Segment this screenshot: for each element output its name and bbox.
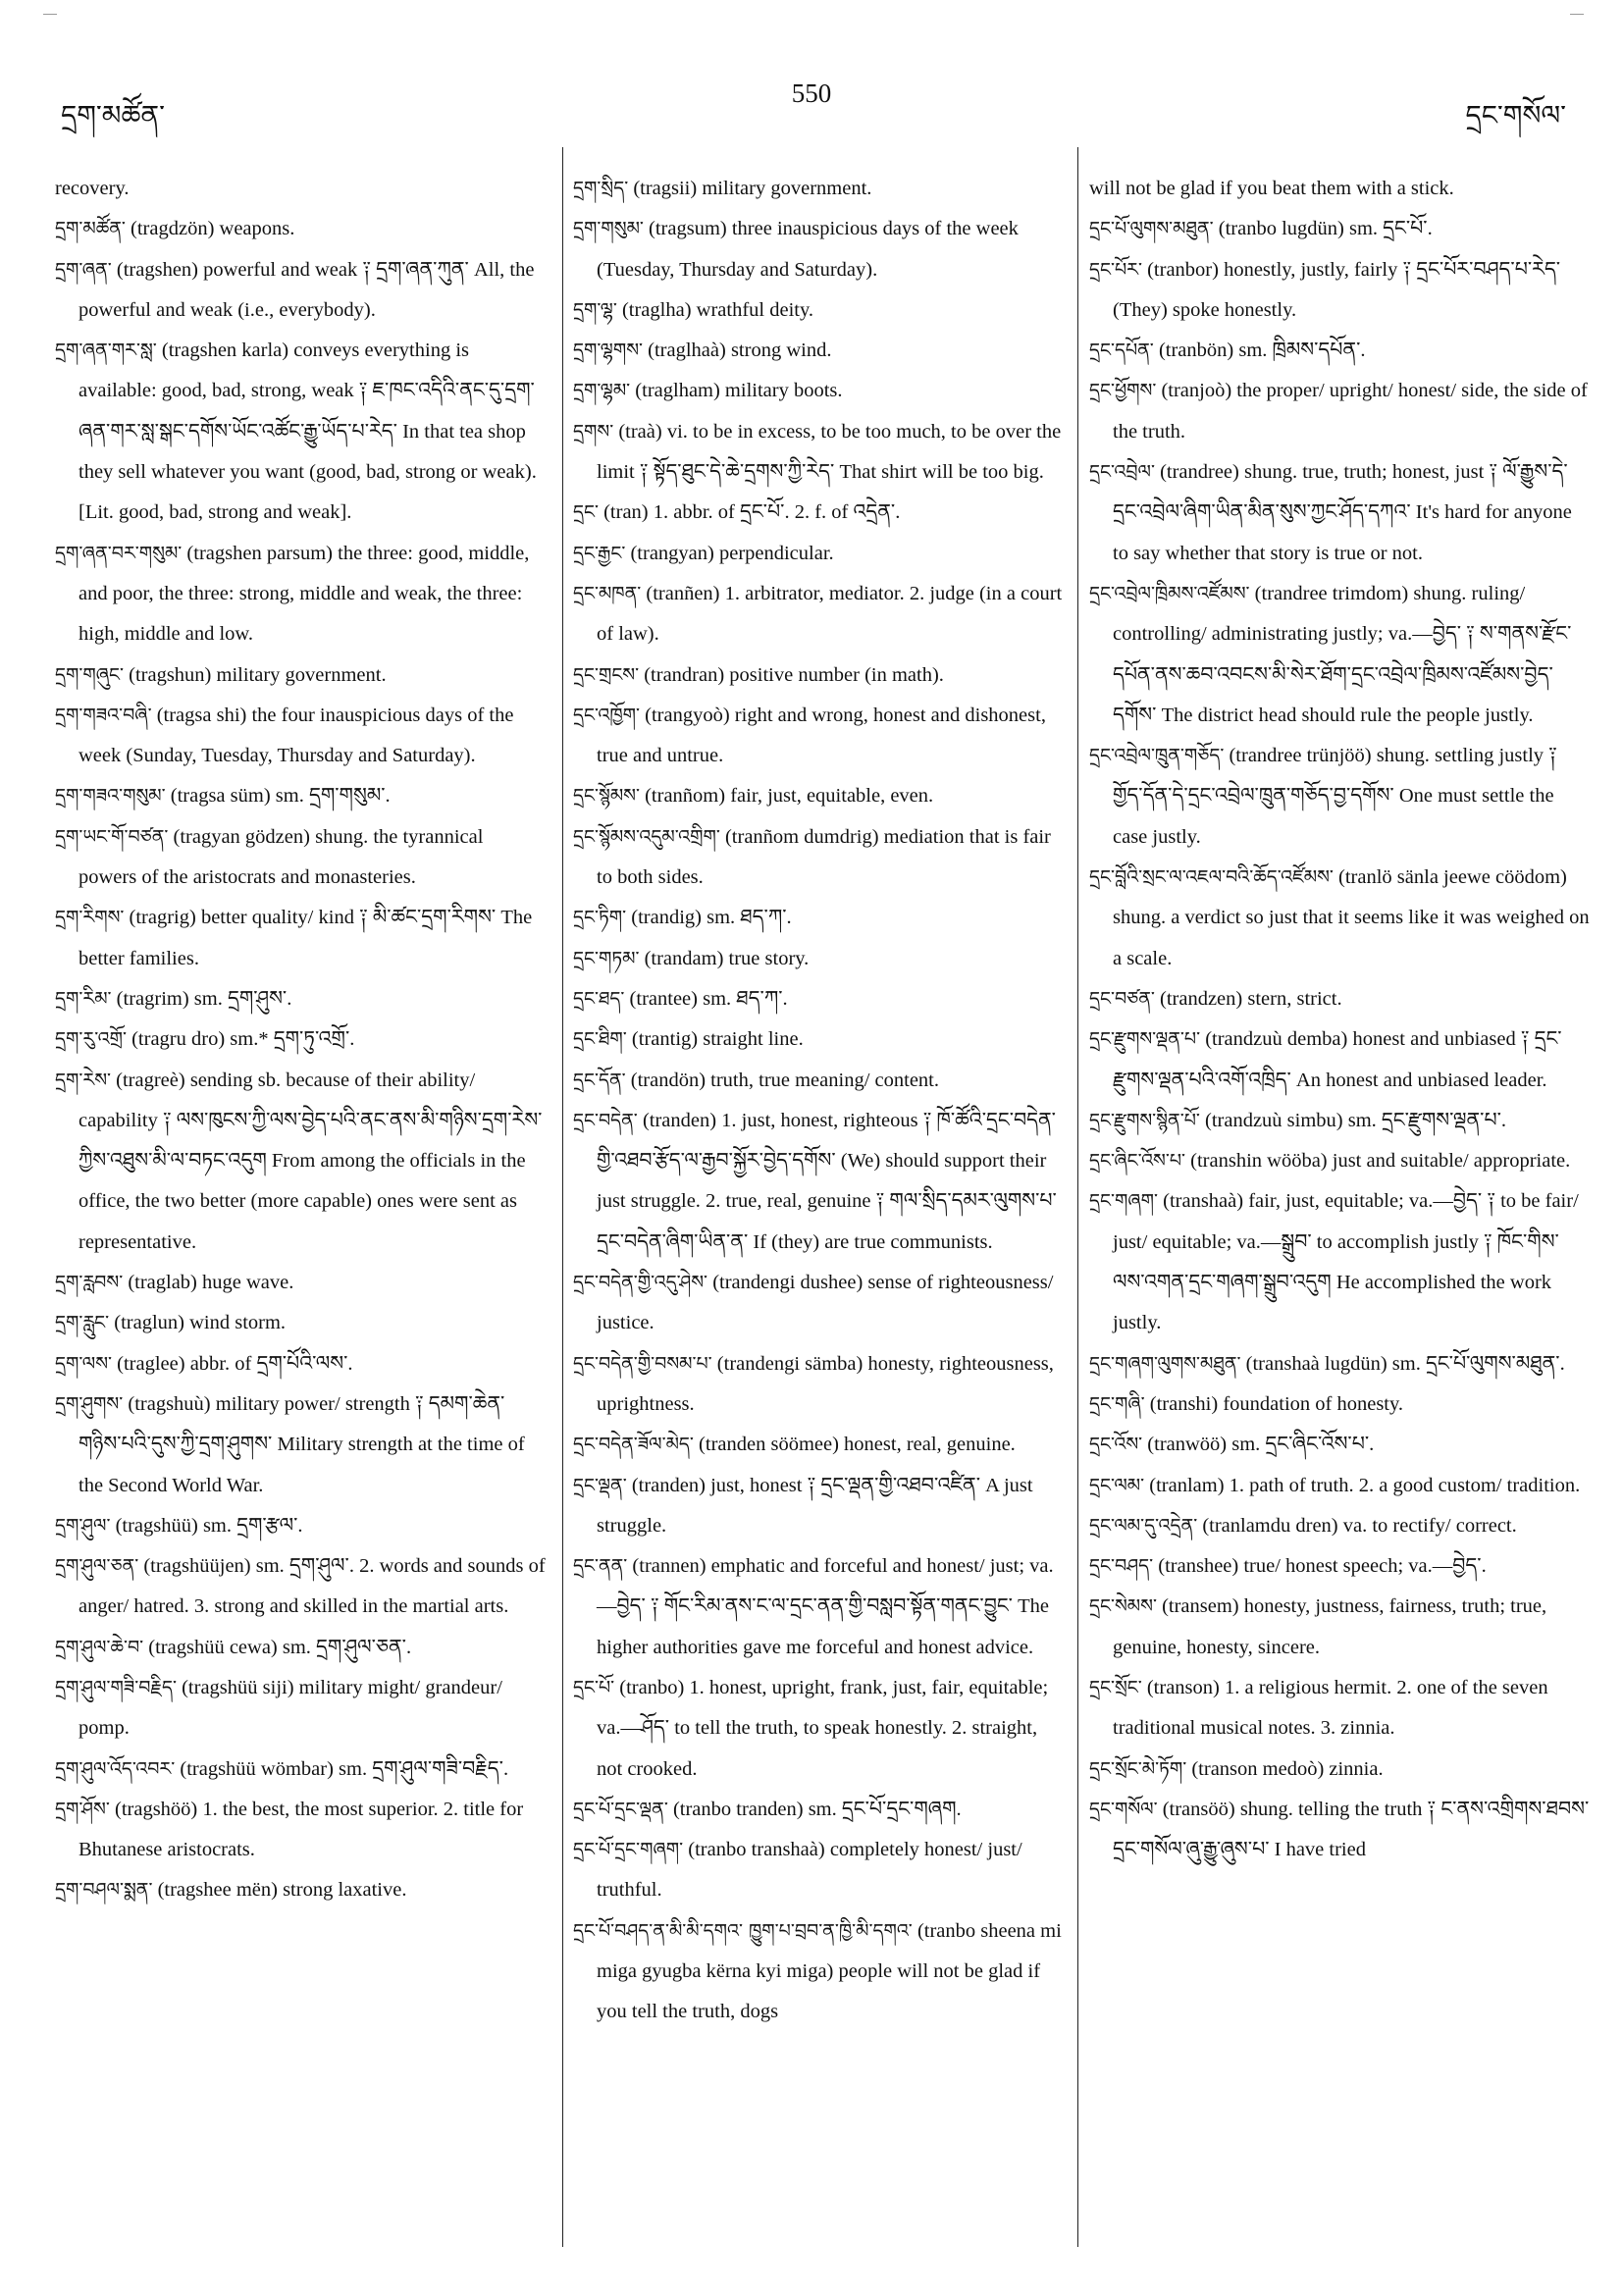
entry-definition: will not be glad if you beat them with a stick. — [1089, 178, 1454, 199]
entry-definition: (trandig) sm. ཐད་ཀ་. — [626, 907, 792, 929]
dictionary-entry — [55, 209, 546, 249]
entry-headword: དྲང་རྫུགས་ལྡན་པ་ — [1089, 1028, 1201, 1051]
entry-definition: (tragshun) military government. — [124, 663, 387, 686]
entry-headword: དྲག་ཤུགས་ — [55, 1392, 124, 1415]
entry-definition: (tranbo sheena mi miga gyugba kërna kyi miga) people will not be glad if you tell the truth, dogs — [597, 1919, 1062, 2023]
entry-definition: (tragshuù) military power/ strength ༑ དམག་ཆེན་གཉིས་པའི་དུས་ཀྱི་དྲག་ཤུགས་ Military strength at the time of the Second World War. — [79, 1392, 525, 1496]
dictionary-entry — [55, 1790, 546, 1871]
entry-definition: (trandree trimdom) shung. ruling/ controlling/ administrating justly; va.—བྱེད་ ༑ ས་གནས་རྫོང་དཔོན་ནས་ཆབ་འབངས་མི་སེར་ཐོག་དྲང་འབྲེལ་ཁྲིམས་འཛོམས་བྱེད་དགོས་ The district head should rule the people justly. — [1113, 582, 1572, 726]
entry-headword: དྲང་སྙོམས་འདུམ་འགྲིག་ — [573, 825, 720, 848]
entry-headword: དྲང་གཞི་ — [1089, 1392, 1145, 1415]
entry-definition: (tranden) 1. just, honest, righteous ༑ ཁོ་ཚོའི་དྲང་བདེན་གྱི་འཐབ་རྩོད་ལ་རྒྱབ་སྐྱོར་བྱེད་དགོས་ (We) should support their just struggle. 2. true, real, genuine ༑ གལ་སྲིད་དམར་ལུགས་པ་དྲང་བདེན་ཞིག་ཡིན་ན་ If (they) are true communists. — [597, 1109, 1057, 1253]
dictionary-entry — [573, 412, 1064, 494]
entry-definition: (tragshüüjen) sm. དྲག་ཤུལ་. 2. words and sounds of anger/ hatred. 3. strong and skilled in the martial arts. — [79, 1555, 546, 1618]
dictionary-column-2 — [573, 169, 1064, 2033]
entry-definition: (traà) vi. to be in excess, to be too much, to be over the limit ༑ སྟོད་ཐུང་དེ་ཆེ་དྲགས་ཀྱི་རེད་ That shirt will be too big. — [597, 420, 1062, 484]
dictionary-entry — [1089, 331, 1590, 371]
entry-definition: (tragshöö) 1. the best, the most superior. 2. title for Bhutanese aristocrats. — [79, 1798, 524, 1861]
dictionary-entry — [573, 1019, 1064, 1060]
entry-headword: དྲང་ཐིག་ — [573, 1028, 627, 1051]
dictionary-entry — [573, 1425, 1064, 1465]
entry-headword: དྲང་བདེན་ — [573, 1109, 638, 1131]
dictionary-entry — [1089, 250, 1590, 332]
entry-headword: དྲང་གཞག་ལུགས་མཐུན་ — [1089, 1352, 1241, 1375]
entry-headword: དྲག་གཟའ་གསུམ་ — [55, 785, 166, 808]
entry-definition: (transhaà lugdün) sm. དྲང་པོ་ལུགས་མཐུན་. — [1240, 1352, 1565, 1375]
dictionary-entry — [1089, 1749, 1590, 1790]
entry-definition: (traglhaà) strong wind. — [643, 339, 832, 362]
entry-headword: དྲག་སྲིད་ — [573, 178, 629, 199]
entry-definition: (tragrim) sm. དྲག་ཤུས་. — [111, 987, 292, 1010]
crop-mark — [43, 14, 57, 15]
entry-definition: (tragshüü siji) military might/ grandeur/ pomp. — [79, 1676, 502, 1740]
dictionary-entry — [55, 1303, 546, 1343]
entry-definition: (trandengi sämba) honesty, righteousness, uprightness. — [597, 1352, 1054, 1415]
dictionary-entry — [55, 1344, 546, 1384]
entry-definition: (trandzen) stern, strict. — [1154, 987, 1342, 1010]
dictionary-entry — [55, 331, 546, 533]
entry-definition: (tranbor) honestly, justly, fairly ༑ དྲང་པོར་བཤད་པ་རེད་ (They) spoke honestly. — [1113, 258, 1561, 321]
dictionary-entry — [1089, 1546, 1590, 1587]
entry-definition: (trangyoò) right and wrong, honest and dishonest, true and untrue. — [597, 704, 1046, 767]
entry-definition: (tragreè) sending sb. because of their ability/ capability ༑ ལས་ཁུངས་ཀྱི་ལས་བྱེད་པའི་ནང་ནས་མི་གཉིས་དྲག་རེས་ཀྱིས་འཐུས་མི་ལ་བཏང་འདུག From among the officials in the office, the two better (more capable) ones were sent as representative. — [79, 1069, 543, 1253]
dictionary-entry — [573, 1911, 1064, 2033]
entry-headword: དྲག་མཚོན་ — [55, 218, 126, 240]
entry-headword: དྲང་ལམ་ — [1089, 1474, 1145, 1496]
entry-headword: དྲག་གཟའ་བཞི་ — [55, 704, 152, 726]
dictionary-entry — [573, 898, 1064, 938]
entry-headword: དྲག་ཤུལ་ཅན་ — [55, 1555, 139, 1578]
dictionary-entry — [1089, 1181, 1590, 1343]
entry-headword: དྲང་ཞིང་འོས་པ་ — [1089, 1150, 1186, 1173]
entry-headword: དྲང་བློའི་སྲང་ལ་འཇལ་བའི་ཆོད་འཛོམས་ — [1089, 866, 1334, 889]
entry-definition: (transöö) shung. telling the truth ༑ ང་ནས་འགྲིགས་ཐབས་དྲང་གསོལ་ཞུ་རྒྱུ་ཞུས་པ་ I have tried — [1113, 1798, 1590, 1861]
entry-definition: (trantig) straight line. — [626, 1028, 804, 1051]
dictionary-entry — [1089, 1466, 1590, 1506]
entry-definition: (tragsa shi) the four inauspicious days of the week (Sunday, Tuesday, Thursday and Saturday). — [79, 704, 514, 767]
entry-definition: (trandree trünjöö) shung. settling justly ༑ གྱོད་དོན་དེ་དྲང་འབྲེལ་ཁྲུན་གཅོད་བྱ་དགོས་ One must settle the case justly. — [1113, 745, 1557, 848]
entry-definition: (tranlamdu dren) va. to rectify/ correct. — [1197, 1514, 1517, 1537]
dictionary-entry — [573, 817, 1064, 899]
entry-headword: དྲག་ཤུལ་ཆེ་བ་ — [55, 1636, 144, 1658]
entry-headword: དྲང་སྲོང་མེ་ཏོག་ — [1089, 1757, 1187, 1780]
dictionary-entry — [55, 1019, 546, 1060]
dictionary-entry — [573, 169, 1064, 209]
dictionary-entry — [573, 1061, 1064, 1101]
entry-headword: དྲང་ལམ་དུ་འདྲེན་ — [1089, 1514, 1198, 1537]
entry-definition: (trandree) shung. true, truth; honest, just ༑ ལོ་རྒྱུས་དེ་དྲང་འབྲེལ་ཞིག་ཡིན་མིན་སུས་ཀྱང་ཤོད་དཀའ་ It's hard for anyone to say whether that story is true or not. — [1113, 461, 1572, 564]
entry-definition: (trandengi dushee) sense of righteousness/ justice. — [597, 1272, 1054, 1334]
dictionary-entry — [55, 1870, 546, 1910]
entry-headword: དྲག་ལྷ་ — [573, 298, 617, 321]
entry-definition: (tragsum) three inauspicious days of the week (Tuesday, Thursday and Saturday). — [597, 218, 1019, 281]
entry-headword: དྲང་རྫུགས་སྙིན་པོ་ — [1089, 1109, 1200, 1131]
entry-headword: དྲང་པོ་དྲང་ལྡན་ — [573, 1798, 668, 1820]
column-divider — [562, 147, 563, 2247]
entry-headword: དྲག་ཞན་བར་གསུམ་ — [55, 542, 183, 564]
entry-definition: (tragru dro) sm.* དྲག་ཏུ་འགྲོ་. — [126, 1028, 355, 1051]
entry-headword: དྲག་རླབས་ — [55, 1272, 124, 1294]
page-number: 550 — [791, 78, 832, 108]
entry-definition: (tranden söömee) honest, real, genuine. — [693, 1434, 1016, 1456]
entry-definition: (tranbo transhaà) completely honest/ just/ truthful. — [597, 1839, 1022, 1902]
entry-definition: (transon medoò) zinnia. — [1186, 1757, 1384, 1780]
dictionary-entry — [1089, 1506, 1590, 1546]
entry-definition: (traglun) wind storm. — [109, 1312, 287, 1334]
dictionary-entry — [1089, 574, 1590, 736]
entry-definition: (trannen) emphatic and forceful and honest/ just; va.—བྱེད་ ༑ གོང་རིམ་ནས་ང་ལ་དྲང་ནན་གྱི་བསླབ་སྟོན་གནང་བྱུང་ The higher authorities gave me forceful and honest advice. — [597, 1555, 1054, 1658]
entry-definition: (tragshen parsum) the three: good, middle, and poor, the three: strong, middle and weak, the three: high, middle and low. — [79, 542, 530, 646]
dictionary-entry — [55, 250, 546, 332]
dictionary-entry — [1089, 1344, 1590, 1384]
dictionary-entry — [1089, 1587, 1590, 1668]
dictionary-entry — [1089, 1141, 1590, 1181]
dictionary-entry — [55, 696, 546, 777]
entry-definition: (traglee) abbr. of དྲག་པོའི་ལས་. — [112, 1352, 353, 1375]
entry-definition: (traglham) military boots. — [630, 380, 843, 402]
entry-definition: (trantee) sm. ཐད་ཀ་. — [624, 987, 788, 1010]
entry-headword: དྲག་གཞུང་ — [55, 663, 124, 686]
dictionary-entry — [55, 169, 546, 209]
entry-headword: དྲང་བདེན་གྱི་འདུ་ཤེས་ — [573, 1272, 708, 1294]
dictionary-entry — [573, 1263, 1064, 1344]
dictionary-entry — [573, 574, 1064, 655]
entry-headword: དྲང་བདེན་གྱི་བསམ་པ་ — [573, 1352, 712, 1375]
entry-headword: དྲག་ཡང་གོ་བཙན་ — [55, 825, 169, 848]
entry-definition: (transhin wööba) just and suitable/ appropriate. — [1185, 1150, 1571, 1173]
entry-definition: (tranwöö) sm. དྲང་ཞིང་འོས་པ་. — [1142, 1434, 1375, 1456]
dictionary-entry — [55, 655, 546, 696]
left-running-headword: དྲག་མཚོན་ — [61, 99, 165, 131]
entry-definition: (tragshen) powerful and weak ༑ དྲག་ཞན་ཀུན་ All, the powerful and weak (i.e., everybody). — [79, 258, 535, 321]
entry-headword: དྲང་འཁྱོག་ — [573, 704, 641, 726]
dictionary-entry — [55, 1384, 546, 1506]
dictionary-entry — [1089, 209, 1590, 249]
entry-headword: དྲང་གཏམ་ — [573, 947, 640, 969]
entry-definition: (tranbo) 1. honest, upright, frank, just, fair, equitable; va.—ཤོད་ to tell the truth, to speak honestly. 2. straight, not crooked. — [597, 1676, 1049, 1780]
entry-headword: དྲང་གསོལ་ — [1089, 1798, 1158, 1820]
entry-definition: (trandran) positive number (in math). — [639, 663, 944, 686]
entry-headword: དྲང་བདེན་ཟོལ་མེད་ — [573, 1434, 694, 1456]
entry-headword: དྲག་རིམ་ — [55, 987, 112, 1010]
dictionary-column-3 — [1089, 169, 1590, 1870]
entry-definition: (tranñom dumdrig) mediation that is fair to both sides. — [597, 825, 1051, 889]
entry-headword: དྲང་རྒྱང་ — [573, 542, 626, 564]
entry-headword: དྲང་གཞག་ — [1089, 1190, 1158, 1213]
entry-headword: དྲག་ལས་ — [55, 1352, 113, 1375]
dictionary-entry — [573, 331, 1064, 371]
entry-headword: དྲང་ — [573, 501, 599, 524]
dictionary-entry — [55, 1628, 546, 1668]
entry-headword: དྲག་ཤུལ་འོད་འབར་ — [55, 1757, 176, 1780]
entry-headword: དྲང་བཙན་ — [1089, 987, 1155, 1010]
dictionary-entry — [573, 696, 1064, 777]
entry-definition: (tranden) just, honest ༑ དྲང་ལྡན་གྱི་འཐབ་འཛིན་ A just struggle. — [597, 1474, 1033, 1537]
entry-headword: དྲག་རིགས་ — [55, 907, 125, 929]
entry-headword: དྲག་ཤོས་ — [55, 1798, 110, 1820]
entry-headword: དྲང་ནན་ — [573, 1555, 628, 1578]
entry-headword: དྲག་ལྷམ་ — [573, 380, 631, 402]
dictionary-entry — [55, 1263, 546, 1303]
entry-headword: དྲག་ཤུལ་གཟི་བརྗིད་ — [55, 1676, 177, 1698]
entry-headword: དྲང་དོན་ — [573, 1069, 626, 1091]
dictionary-entry — [55, 1668, 546, 1749]
entry-definition: (tranlam) 1. path of truth. 2. a good custom/ tradition. — [1144, 1474, 1581, 1496]
entry-headword: དྲང་པོ་དྲང་གཞག་ — [573, 1839, 684, 1861]
entry-definition: (tragdzön) weapons. — [125, 218, 295, 240]
dictionary-entry — [1089, 1668, 1590, 1749]
dictionary-entry — [573, 1790, 1064, 1830]
entry-definition: (tragshee mën) strong laxative. — [152, 1879, 407, 1902]
crop-mark — [1570, 14, 1584, 15]
entry-headword: དྲང་བཤད་ — [1089, 1555, 1154, 1578]
entry-definition: (trandön) truth, true meaning/ content. — [625, 1069, 939, 1091]
dictionary-entry — [1089, 736, 1590, 858]
entry-headword: དྲང་འབྲེལ་ — [1089, 461, 1155, 484]
entry-definition: (tragshüü) sm. དྲག་རྩལ་. — [110, 1514, 303, 1537]
entry-headword: དྲགས་ — [573, 420, 614, 443]
dictionary-entry — [573, 290, 1064, 331]
entry-headword: དྲང་སྲོང་ — [1089, 1676, 1142, 1698]
dictionary-entry — [1089, 1019, 1590, 1101]
dictionary-entry — [573, 979, 1064, 1019]
entry-definition: (trandzuù simbu) sm. དྲང་རྫུགས་ལྡན་པ་. — [1199, 1109, 1507, 1131]
entry-definition: (tranjoò) the proper/ upright/ honest/ side, the side of the truth. — [1113, 380, 1588, 443]
column-divider — [1077, 147, 1078, 2247]
page-header — [0, 77, 1623, 135]
entry-definition: (transhee) true/ honest speech; va.—བྱེད་. — [1153, 1555, 1487, 1578]
dictionary-entry — [55, 1506, 546, 1546]
dictionary-entry — [55, 817, 546, 899]
entry-headword: དྲང་པོ་བཤད་ན་མི་མི་དགའ་ ཁྱུག་པ་བྲབ་ན་ཁྱི་མི་དགའ་ — [573, 1919, 913, 1942]
dictionary-entry — [1089, 1101, 1590, 1141]
entry-headword: དྲང་སེམས་ — [1089, 1595, 1157, 1618]
dictionary-entry — [1089, 169, 1590, 209]
dictionary-entry — [573, 1546, 1064, 1668]
entry-definition: (traglab) huge wave. — [123, 1272, 294, 1294]
entry-headword: དྲང་ཕྱོགས་ — [1089, 380, 1157, 402]
entry-headword: དྲང་ཏིག་ — [573, 907, 627, 929]
entry-headword: དྲང་འབྲེལ་ཁྲིམས་འཛོམས་ — [1089, 582, 1250, 604]
dictionary-entry — [55, 1749, 546, 1790]
entry-headword: དྲང་པོར་ — [1089, 258, 1142, 281]
dictionary-entry — [1089, 979, 1590, 1019]
entry-headword: དྲག་རུ་འགྲོ་ — [55, 1028, 127, 1051]
entry-definition: (transon) 1. a religious hermit. 2. one of the seven traditional musical notes. 3. zinnia. — [1113, 1676, 1548, 1740]
entry-definition: (tragshüü cewa) sm. དྲག་ཤུལ་ཅན་. — [143, 1636, 412, 1658]
entry-definition: (tranbo lugdün) sm. དྲང་པོ་. — [1213, 218, 1433, 240]
entry-definition: (trandzuù demba) honest and unbiased ༑ དྲང་རྫུགས་ལྡན་པའི་འགོ་འཁྲིད་ An honest and unbiased leader. — [1113, 1028, 1562, 1091]
entry-headword: དྲང་གྲངས་ — [573, 663, 640, 686]
entry-headword: དྲག་བཤལ་སྨན་ — [55, 1879, 153, 1902]
dictionary-entry — [1089, 371, 1590, 452]
dictionary-entry — [55, 1546, 546, 1628]
entry-definition: (trandam) true story. — [639, 947, 810, 969]
dictionary-entry — [573, 1668, 1064, 1790]
dictionary-entry — [1089, 858, 1590, 979]
entry-headword: དྲང་འོས་ — [1089, 1434, 1143, 1456]
right-running-headword: དྲང་གསོལ་ — [1465, 99, 1566, 131]
entry-definition: (transem) honesty, justness, fairness, truth; true, genuine, honesty, sincere. — [1113, 1595, 1547, 1658]
entry-definition: (tranlö sänla jeewe cöödom) shung. a verdict so just that it seems like it was weighed on a scale. — [1113, 866, 1590, 969]
dictionary-entry — [55, 1061, 546, 1263]
dictionary-entry — [1089, 1425, 1590, 1465]
entry-definition: (transhi) foundation of honesty. — [1144, 1392, 1404, 1415]
dictionary-entry — [573, 1101, 1064, 1263]
entry-definition: (tragshen karla) conveys everything is available: good, bad, strong, weak ༑ ཇ་ཁང་འདིའི་ནང་དུ་དྲག་ཞན་གར་སླ་སྒང་དགོས་ཡོང་འཚོང་རྒྱུ་ཡོད་པ་རེད་ In that tea shop they sell whatever you want (good, bad, strong or weak). [Lit. good, bad, strong and weak]. — [79, 339, 537, 524]
entry-definition: (tragrig) better quality/ kind ༑ མི་ཚང་དྲག་རིགས་ The better families. — [79, 907, 533, 969]
entry-headword: དྲང་ལྡན་ — [573, 1474, 627, 1496]
dictionary-entry — [1089, 1790, 1590, 1871]
entry-definition: (tragsii) military government. — [628, 178, 872, 199]
dictionary-entry — [1089, 452, 1590, 574]
entry-headword: དྲང་ཐད་ — [573, 987, 625, 1010]
entry-headword: དྲང་དཔོན་ — [1089, 339, 1154, 362]
entry-definition: (tragsa süm) sm. དྲག་གསུམ་. — [165, 785, 391, 808]
entry-definition: (tranñom) fair, just, equitable, even. — [639, 785, 934, 808]
dictionary-entry — [573, 493, 1064, 533]
entry-headword: དྲང་མཁན་ — [573, 582, 642, 604]
dictionary-entry — [573, 939, 1064, 979]
entry-definition: (tranbön) sm. ཁྲིམས་དཔོན་. — [1153, 339, 1366, 362]
entry-headword: དྲག་རེས་ — [55, 1069, 112, 1091]
entry-headword: དྲང་འབྲེལ་ཁྲུན་གཅོད་ — [1089, 745, 1225, 767]
entry-definition: (tranñen) 1. arbitrator, mediator. 2. judge (in a court of law). — [597, 582, 1063, 646]
dictionary-entry — [573, 209, 1064, 290]
entry-headword: དྲང་སྙོམས་ — [573, 785, 640, 808]
entry-headword: དྲག་རླུང་ — [55, 1312, 110, 1334]
dictionary-entry — [55, 776, 546, 816]
dictionary-entry — [573, 655, 1064, 696]
dictionary-entry — [573, 1466, 1064, 1547]
dictionary-entry — [573, 1344, 1064, 1426]
dictionary-entry — [573, 371, 1064, 411]
dictionary-entry — [573, 1830, 1064, 1911]
dictionary-entry — [573, 776, 1064, 816]
dictionary-entry — [55, 898, 546, 979]
entry-headword: དྲང་པོ་ལུགས་མཐུན་ — [1089, 218, 1214, 240]
entry-definition: (tran) 1. abbr. of དྲང་པོ་. 2. f. of འདྲེན་. — [598, 501, 901, 524]
entry-definition: (transhaà) fair, just, equitable; va.—བྱེད་ ༑ to be fair/ just/ equitable; va.—སྒྲུབ་ to accomplish justly ༑ ཁོང་གིས་ལས་འགན་དྲང་གཞག་སྒྲུབ་འདུག He accomplished the work justly. — [1113, 1190, 1579, 1334]
dictionary-entry — [1089, 1384, 1590, 1425]
dictionary-entry — [55, 979, 546, 1019]
dictionary-entry — [55, 534, 546, 655]
entry-headword: དྲང་པོ་ — [573, 1676, 615, 1698]
entry-definition: (tranbo tranden) sm. དྲང་པོ་དྲང་གཞག. — [667, 1798, 962, 1820]
entry-definition: (tragyan gödzen) shung. the tyrannical powers of the aristocrats and monasteries. — [79, 825, 484, 889]
dictionary-column-1 — [55, 169, 546, 1911]
dictionary-entry — [573, 534, 1064, 574]
entry-headword: དྲག་ཞན་ — [55, 258, 112, 281]
entry-headword: དྲག་ལྷགས་ — [573, 339, 644, 362]
entry-definition: (trangyan) perpendicular. — [625, 542, 834, 564]
entry-definition: (tragshüü wömbar) sm. དྲག་ཤུལ་གཟི་བརྗིད་. — [175, 1757, 509, 1780]
entry-headword: དྲག་ཤུལ་ — [55, 1514, 111, 1537]
entry-definition: recovery. — [55, 178, 130, 199]
entry-headword: དྲག་གསུམ་ — [573, 218, 644, 240]
entry-headword: དྲག་ཞན་གར་སླ་ — [55, 339, 157, 362]
entry-definition: (traglha) wrathful deity. — [616, 298, 814, 321]
